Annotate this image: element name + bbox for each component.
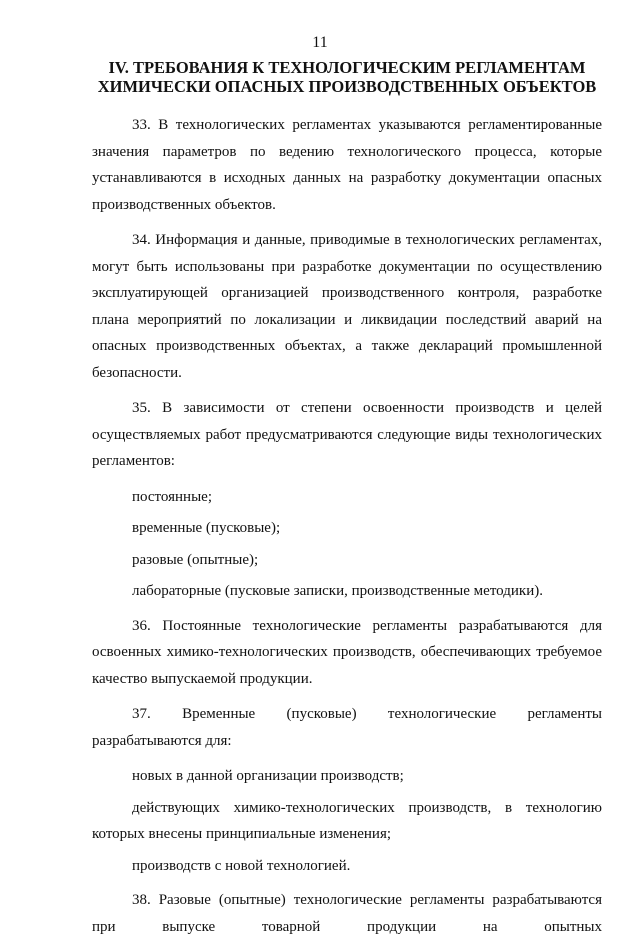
paragraph-35: 35. В зависимости от степени освоенности производств и целей осуществляемых работ предусматриваются следующие виды технологических регламентов: <box>92 400 602 469</box>
paragraph-34: 34. Информация и данные, приводимые в технологических регламентах, могут быть использованы при разработке документации по осуществлению эксплуатирующей организацией производственного контроля, разработке плана мероприятий по локализации и ликвидации последствий аварий на опасных производственных объектах, а также деклараций промышленной безопасности. <box>92 232 602 381</box>
page-number: 11 <box>312 34 328 51</box>
heading-line-2: ХИМИЧЕСКИ ОПАСНЫХ ПРОИЗВОДСТВЕННЫХ ОБЪЕКТОВ <box>97 77 597 96</box>
paragraph-33: 33. В технологических регламентах указываются регламентированные значения параметров по ведению технологического процесса, которые устанавливаются в исходных данных на разработку документации опасных производственных объектов. <box>92 117 602 213</box>
list-item: лабораторные (пусковые записки, производственные методики). <box>132 583 543 599</box>
list-item: новых в данной организации производств; <box>132 768 404 784</box>
document-body <box>92 112 602 949</box>
paragraph-38: 38. Разовые (опытные) технологические регламенты разрабатываются при выпуске товарной продукции на опытных <box>92 892 602 935</box>
heading-line-1: IV. ТРЕБОВАНИЯ К ТЕХНОЛОГИЧЕСКИМ РЕГЛАМЕНТАМ <box>108 58 586 77</box>
list-item: производств с новой технологией. <box>132 857 351 874</box>
paragraph-37: 37. Временные (пусковые) технологические регламенты разрабатываются для: <box>92 706 602 749</box>
list-item: действующих химико-технологических производств, в технологию которых внесены принципиальные изменения; <box>92 799 602 842</box>
list-item: постоянные; <box>132 488 212 505</box>
list-item: временные (пусковые); <box>132 520 281 536</box>
paragraph-36: 36. Постоянные технологические регламенты разрабатываются для освоенных химико-технологических производств, обеспечивающих требуемое качество выпускаемой продукции. <box>92 617 602 687</box>
list-item: разовые (опытные); <box>132 551 259 568</box>
section-heading <box>92 58 602 96</box>
